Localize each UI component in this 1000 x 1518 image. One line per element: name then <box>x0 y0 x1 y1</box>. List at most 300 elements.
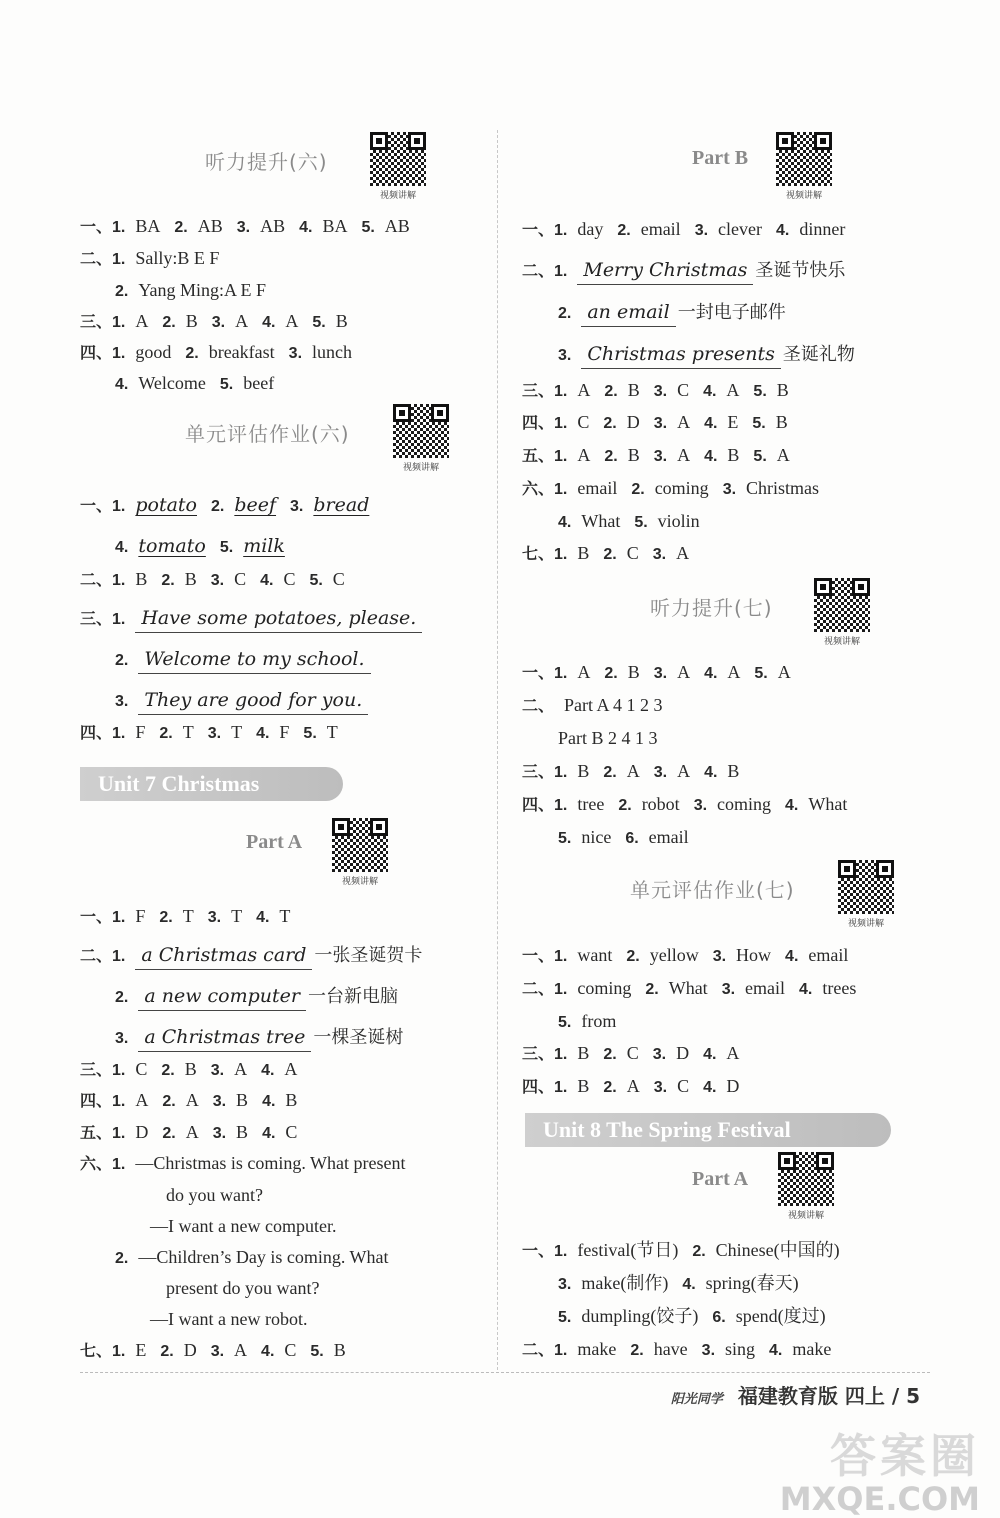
answer: yellow <box>649 945 699 965</box>
question-number: 三、1. <box>80 1062 126 1079</box>
answer: A <box>777 662 791 682</box>
answer: AB <box>384 216 410 236</box>
handwritten-answer: They are good for you. <box>138 688 368 715</box>
answer: A <box>726 380 740 400</box>
answer-row <box>522 1074 753 1100</box>
answer-row <box>115 371 288 397</box>
part-title: Part A <box>246 831 303 853</box>
question-number: 3. <box>290 498 304 515</box>
answer: F <box>135 722 146 742</box>
question-number: 3. <box>210 572 225 589</box>
answer-row <box>522 660 805 686</box>
handwritten-answer: a Christmas card <box>135 943 312 970</box>
answer-row <box>80 1088 311 1114</box>
chinese-meaning: 一张圣诞贺卡 <box>314 945 423 965</box>
section-title: 单元评估作业(六) <box>185 422 350 446</box>
question-number: 四、1. <box>80 345 126 362</box>
answer: A <box>135 1090 149 1110</box>
footer-rule <box>80 1372 930 1373</box>
answer: AB <box>260 216 286 236</box>
answer: C <box>284 1340 297 1360</box>
answer-row <box>166 1183 263 1207</box>
answer-row <box>80 493 383 519</box>
answer: C <box>135 1059 148 1079</box>
answer: tree <box>577 794 605 814</box>
question-number: 2. <box>161 1062 175 1079</box>
answer: What <box>808 794 848 814</box>
question-number: 2. <box>603 1079 617 1096</box>
answer-row <box>558 509 714 535</box>
answer-row <box>80 1151 406 1177</box>
answer-row <box>115 278 266 304</box>
qr-caption: 视频讲解 <box>341 877 378 887</box>
answer-row <box>522 443 804 469</box>
answer: from <box>581 1011 617 1031</box>
answer: A <box>135 311 149 331</box>
question-number: 4. <box>785 948 799 965</box>
question-number: 4. <box>704 764 718 781</box>
question-number: 三、1. <box>80 611 126 628</box>
question-number: 4. <box>704 415 718 432</box>
question-number: 四、1. <box>80 725 126 742</box>
answer-row <box>522 378 803 404</box>
answer: F <box>135 906 146 926</box>
question-number: 2. <box>603 764 617 781</box>
question-number: 3. <box>212 1125 227 1142</box>
answer: A <box>626 1076 640 1096</box>
question-number: 3. <box>712 948 727 965</box>
question-number: 4. <box>262 314 276 331</box>
answer: A <box>677 412 691 432</box>
answer-row <box>522 792 861 818</box>
answer-row <box>115 534 299 560</box>
answer: email <box>648 827 689 847</box>
answer-row <box>522 217 859 243</box>
answer: D <box>135 1122 149 1142</box>
question-number: 3. <box>652 1046 667 1063</box>
answer-row <box>115 1025 403 1052</box>
answer: T <box>279 906 291 926</box>
qr-pattern <box>370 132 426 186</box>
answer: trees <box>822 978 857 998</box>
question-number: 2. <box>692 1243 706 1260</box>
question-number: 4. <box>799 981 813 998</box>
question-number: 2. <box>558 305 572 322</box>
question-number: 5. <box>361 219 375 236</box>
question-number: 二、1. <box>522 981 568 998</box>
answer-row <box>522 1238 854 1264</box>
handwritten-answer: Christmas presents <box>581 342 781 369</box>
answer-row <box>80 720 352 746</box>
question-number: 2. <box>174 219 188 236</box>
question-number: 二、1. <box>80 572 126 589</box>
question-number: 4. <box>261 1062 275 1079</box>
answer: sing <box>725 1339 756 1359</box>
answer-row <box>80 1338 360 1364</box>
question-number: 二、1. <box>522 263 568 280</box>
answer: have <box>653 1339 688 1359</box>
answer-text: Part B 2 4 1 3 <box>558 728 658 748</box>
answer: lunch <box>312 342 353 362</box>
question-number: 4. <box>682 1276 696 1293</box>
left-column <box>0 0 500 1380</box>
question-number: 5. <box>753 383 767 400</box>
answer: tomato <box>138 535 206 557</box>
answer-row <box>522 476 833 502</box>
answer: C <box>234 569 247 589</box>
question-number: 3. <box>722 481 737 498</box>
answer: A <box>185 1090 199 1110</box>
answer: A <box>185 1122 199 1142</box>
chinese-meaning: 圣诞礼物 <box>782 344 855 364</box>
question-number: 三、1. <box>80 314 126 331</box>
answer: beef <box>243 373 275 393</box>
question-number: 3. <box>210 1343 225 1360</box>
answer: C <box>677 1076 690 1096</box>
question-number: 4. <box>703 383 717 400</box>
question-number: 一、1. <box>522 948 568 965</box>
answer-row <box>80 309 362 335</box>
answer: A <box>235 311 249 331</box>
question-number: 2. <box>211 498 225 515</box>
answer-row <box>115 1245 388 1271</box>
question-number: 二、1. <box>80 251 126 268</box>
handwritten-answer: Welcome to my school. <box>138 647 370 674</box>
answer-row <box>80 1120 311 1146</box>
answer-row <box>80 606 422 633</box>
answer: T <box>182 906 194 926</box>
qr-pattern <box>814 578 870 632</box>
answer: coming <box>577 978 632 998</box>
question-number: 2. <box>604 383 618 400</box>
question-number: 3. <box>721 981 736 998</box>
question-number: 四、1. <box>80 1093 126 1110</box>
answer: A <box>234 1340 248 1360</box>
question-number: 5. <box>753 448 767 465</box>
question-number: 一、1. <box>80 498 126 515</box>
answer: A <box>577 380 591 400</box>
question-number: 2. <box>603 415 617 432</box>
answer: potato <box>135 494 197 516</box>
answer: B <box>285 1090 298 1110</box>
answer: What <box>668 978 708 998</box>
answer: want <box>577 945 613 965</box>
question-number: 5. <box>309 572 323 589</box>
answer-text: Yang Ming:A E F <box>138 280 267 300</box>
question-number: 2. <box>161 572 175 589</box>
question-number: 2. <box>162 1125 176 1142</box>
question-number: 5. <box>558 830 572 847</box>
section-title: 听力提升(六) <box>205 150 328 174</box>
answer: B <box>236 1090 249 1110</box>
question-number: 二、 <box>522 698 555 715</box>
question-number: 2. <box>162 314 176 331</box>
answer: make(制作) <box>581 1273 669 1293</box>
question-number: 五、1. <box>522 448 568 465</box>
answer: A <box>726 1043 740 1063</box>
question-number: 四、1. <box>522 415 568 432</box>
question-number: 2. <box>162 1093 176 1110</box>
answer: How <box>736 945 772 965</box>
answer: B <box>727 761 740 781</box>
answer: C <box>626 543 639 563</box>
question-number: 3. <box>653 764 668 781</box>
question-number: 七、1. <box>522 546 568 563</box>
answer-row <box>80 340 366 366</box>
answer: make <box>792 1339 832 1359</box>
answer-row <box>115 688 368 715</box>
answer: B <box>184 1059 197 1079</box>
answer-text: do you want? <box>166 1185 263 1205</box>
answer-row <box>558 342 855 369</box>
answer: T <box>326 722 338 742</box>
question-number: 4. <box>769 1342 783 1359</box>
question-number: 2. <box>603 546 617 563</box>
answer-row <box>558 1009 630 1035</box>
question-number: 3. <box>211 314 226 331</box>
question-number: 2. <box>115 652 129 669</box>
answer: D <box>726 1076 740 1096</box>
answer: A <box>727 662 741 682</box>
answer: bread <box>313 494 370 516</box>
answer: A <box>577 662 591 682</box>
answer: email <box>808 945 849 965</box>
question-number: 2. <box>604 448 618 465</box>
answer: B <box>727 445 740 465</box>
question-number: 六、1. <box>80 1156 126 1173</box>
answer-text: —I want a new robot. <box>150 1309 308 1329</box>
question-number: 2. <box>159 909 173 926</box>
answer-row <box>80 1057 311 1083</box>
answer: BA <box>135 216 161 236</box>
question-number: 2. <box>645 981 659 998</box>
answer: dumpling(饺子) <box>581 1306 699 1326</box>
qr-pattern <box>393 404 449 458</box>
answer: beef <box>234 494 277 516</box>
question-number: 5. <box>303 725 317 742</box>
answer: robot <box>641 794 680 814</box>
answer: D <box>626 412 640 432</box>
answer: B <box>627 445 640 465</box>
question-number: 四、1. <box>522 797 568 814</box>
answer: T <box>182 722 194 742</box>
answer-text: —Christmas is coming. What present <box>135 1153 406 1173</box>
question-number: 5. <box>219 376 234 393</box>
answer: A <box>676 543 690 563</box>
question-number: 2. <box>159 725 173 742</box>
chinese-meaning: 一棵圣诞树 <box>313 1027 404 1047</box>
chinese-meaning: 圣诞节快乐 <box>755 260 846 280</box>
answer: A <box>234 1059 248 1079</box>
qr-caption: 视频讲解 <box>823 637 860 647</box>
edition-label: 福建教育版 四上 / 5 <box>737 1384 920 1408</box>
question-number: 3. <box>115 693 129 710</box>
answer: spend(度过) <box>735 1306 826 1326</box>
answer-text: —I want a new computer. <box>150 1216 337 1236</box>
handwritten-answer: Merry Christmas <box>577 258 753 285</box>
answer-row <box>522 541 703 567</box>
question-number: 3. <box>653 448 668 465</box>
question-number: 6. <box>712 1309 726 1326</box>
answer: C <box>285 1122 298 1142</box>
question-number: 3. <box>115 1030 129 1047</box>
answer-row <box>166 1276 319 1300</box>
answer-row <box>80 904 304 930</box>
question-number: 七、1. <box>80 1343 126 1360</box>
answer-text: Part A 4 1 2 3 <box>564 695 663 715</box>
answer: B <box>335 311 348 331</box>
answer: B <box>185 311 198 331</box>
answer: A <box>284 1059 298 1079</box>
question-number: 4. <box>703 1079 717 1096</box>
qr-code-icon <box>814 578 870 647</box>
answer: AB <box>197 216 223 236</box>
qr-code-icon <box>370 132 426 201</box>
question-number: 3. <box>207 725 222 742</box>
answer: E <box>135 1340 147 1360</box>
qr-pattern <box>332 818 388 872</box>
answer-row <box>150 1307 307 1331</box>
answer: B <box>775 412 788 432</box>
qr-caption: 视频讲解 <box>402 463 439 473</box>
question-number: 4. <box>115 376 129 393</box>
question-number: 2. <box>604 665 618 682</box>
question-number: 4. <box>115 539 129 556</box>
handwritten-answer: an email <box>581 300 675 327</box>
answer: C <box>332 569 345 589</box>
chinese-meaning: 一封电子邮件 <box>677 302 786 322</box>
answer: A <box>776 445 790 465</box>
question-number: 2. <box>115 283 129 300</box>
answer: B <box>333 1340 346 1360</box>
question-number: 4. <box>262 1125 276 1142</box>
qr-caption: 视频讲解 <box>379 191 416 201</box>
question-number: 6. <box>625 830 639 847</box>
answer: B <box>577 1076 590 1096</box>
answer: B <box>135 569 148 589</box>
answer-row <box>115 984 398 1011</box>
qr-pattern <box>838 860 894 914</box>
answer: D <box>183 1340 197 1360</box>
answer: festival(节日) <box>577 1240 679 1260</box>
question-number: 4. <box>256 725 270 742</box>
answer: B <box>184 569 197 589</box>
answer: C <box>677 380 690 400</box>
watermark-line1: 答案圈 <box>830 1429 980 1483</box>
section-title: 听力提升(七) <box>650 596 773 620</box>
unit-banner: Unit 8 The Spring Festival <box>525 1113 891 1147</box>
answer-row <box>80 214 424 240</box>
question-number: 3. <box>653 1079 668 1096</box>
answer-row <box>522 693 663 719</box>
answer-row <box>522 1337 845 1363</box>
answer-row <box>80 567 359 593</box>
answer: BA <box>322 216 348 236</box>
question-number: 3. <box>693 797 708 814</box>
column-divider <box>497 130 498 1370</box>
question-number: 5. <box>558 1014 572 1031</box>
question-number: 4. <box>299 219 313 236</box>
handwritten-answer: a new computer <box>138 984 306 1011</box>
question-number: 四、1. <box>522 1079 568 1096</box>
answer-row <box>558 1304 840 1330</box>
answer-row <box>522 258 845 285</box>
question-number: 2. <box>160 1343 174 1360</box>
answer-text: Sally:B E F <box>135 248 220 268</box>
question-number: 4. <box>256 909 270 926</box>
question-number: 4. <box>262 1093 276 1110</box>
answer: violin <box>657 511 700 531</box>
question-number: 4. <box>261 1343 275 1360</box>
question-number: 4. <box>260 572 274 589</box>
question-number: 2. <box>631 481 645 498</box>
answer: Welcome <box>138 373 206 393</box>
question-number: 二、1. <box>522 1342 568 1359</box>
part-title: Part B <box>692 147 749 169</box>
answer: dinner <box>799 219 846 239</box>
answer: C <box>283 569 296 589</box>
question-number: 3. <box>207 909 222 926</box>
answer-row <box>558 825 703 851</box>
question-number: 3. <box>558 1276 572 1293</box>
answer-text: present do you want? <box>166 1278 320 1298</box>
answer: B <box>627 662 640 682</box>
answer-row <box>522 1041 753 1067</box>
question-number: 3. <box>652 546 667 563</box>
question-number: 一、1. <box>522 665 568 682</box>
answer: email <box>745 978 786 998</box>
question-number: 三、1. <box>522 383 568 400</box>
question-number: 4. <box>704 665 718 682</box>
question-number: 一、1. <box>80 219 126 236</box>
answer: E <box>727 412 739 432</box>
question-number: 5. <box>634 514 648 531</box>
brand-logo: 阳光同学 <box>670 1392 723 1407</box>
answer: C <box>626 1043 639 1063</box>
question-number: 3. <box>558 347 572 364</box>
question-number: 三、1. <box>522 1046 568 1063</box>
question-number: 2. <box>618 797 632 814</box>
answer: Christmas <box>746 478 820 498</box>
answer-row <box>522 943 862 969</box>
qr-code-icon <box>776 132 832 201</box>
answer: coming <box>717 794 772 814</box>
question-number: 二、1. <box>80 948 126 965</box>
answer-text: —Children’s Day is coming. What <box>138 1247 389 1267</box>
unit-banner: Unit 7 Christmas <box>80 767 343 801</box>
question-number: 5. <box>752 415 766 432</box>
footer <box>671 1380 920 1409</box>
question-number: 5. <box>310 1343 324 1360</box>
answer: breakfast <box>208 342 275 362</box>
answer-row <box>150 1214 336 1238</box>
answer: coming <box>654 478 709 498</box>
answer: B <box>577 543 590 563</box>
question-number: 3. <box>236 219 251 236</box>
question-number: 4. <box>785 797 799 814</box>
handwritten-answer: Have some potatoes, please. <box>135 606 422 633</box>
answer-row <box>115 647 371 674</box>
answer: spring(春天) <box>705 1273 799 1293</box>
qr-caption: 视频讲解 <box>847 919 884 929</box>
answer: B <box>776 380 789 400</box>
answer: B <box>627 380 640 400</box>
handwritten-answer: a Christmas tree <box>138 1025 311 1052</box>
answer: C <box>577 412 590 432</box>
answer-row <box>80 943 422 970</box>
answer: A <box>285 311 299 331</box>
question-number: 3. <box>701 1342 716 1359</box>
